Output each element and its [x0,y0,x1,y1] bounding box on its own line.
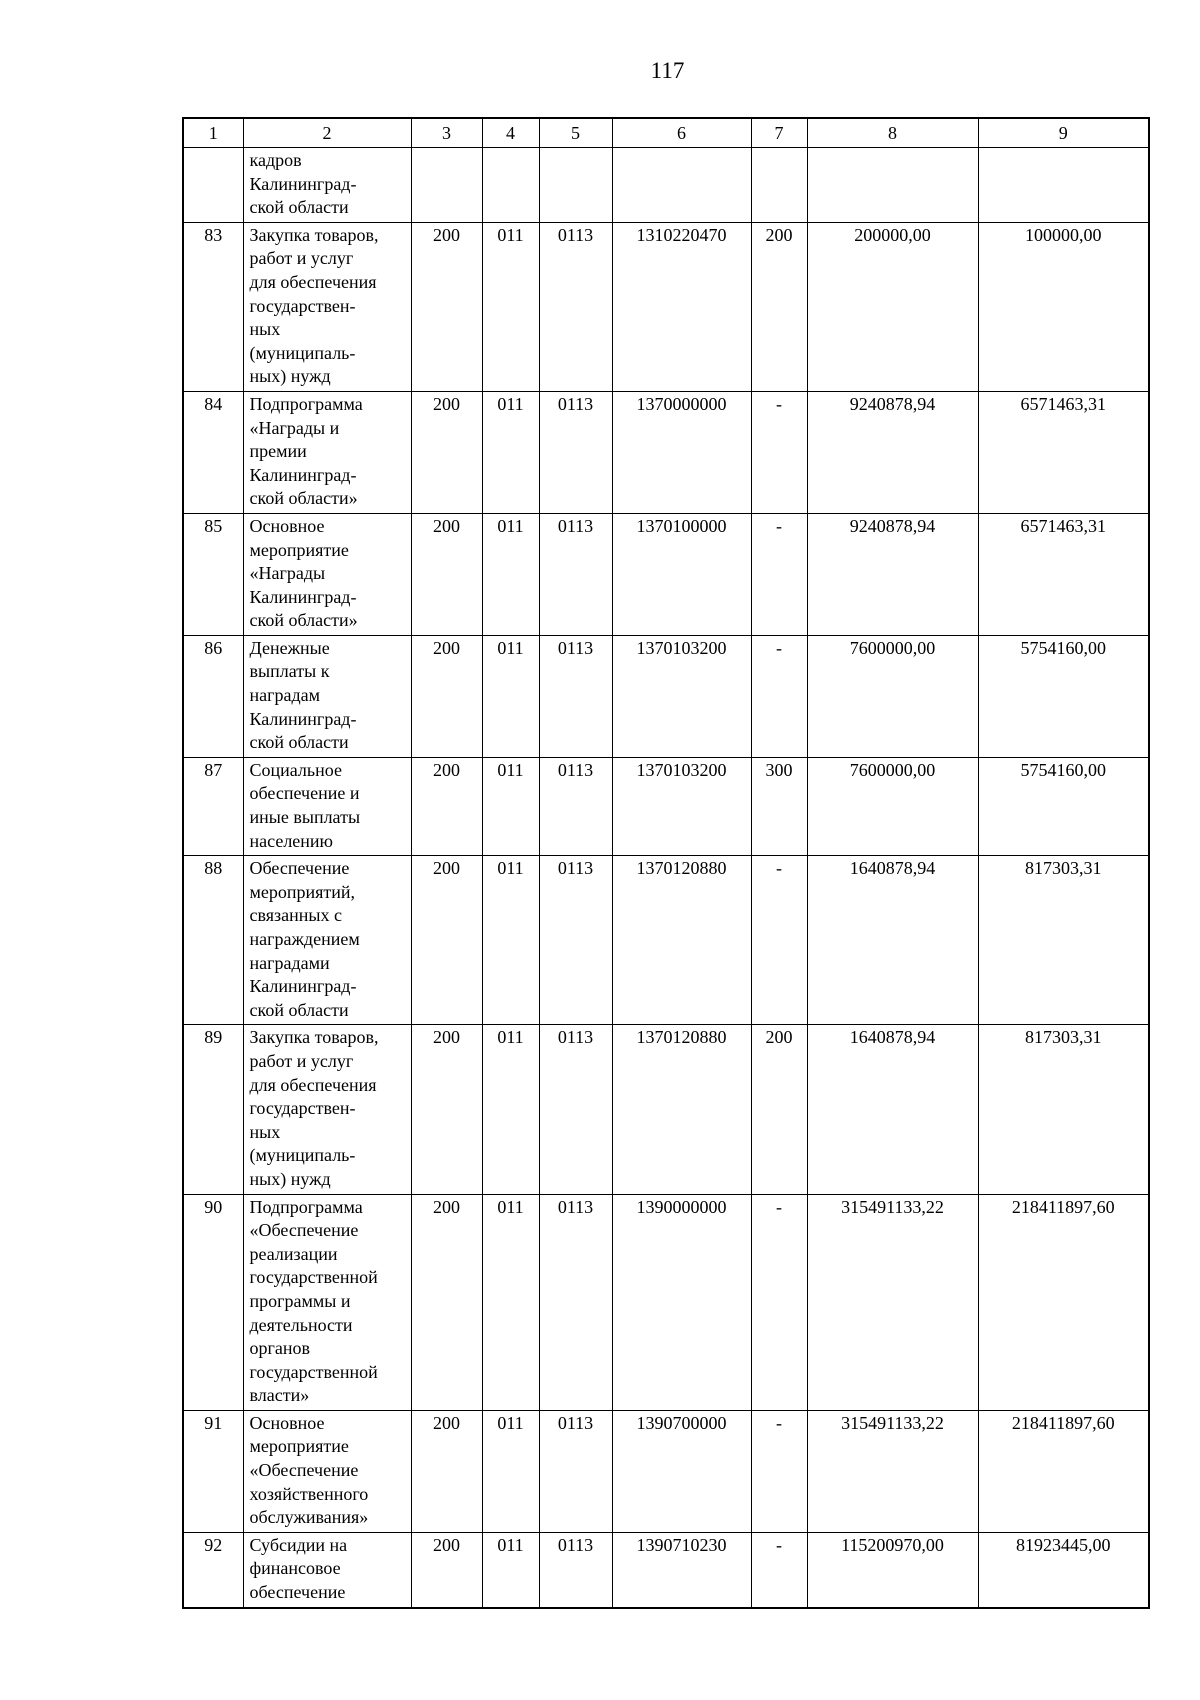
item-name-line: ных) нужд [249,366,331,387]
code-subsection-cell: 0113 [539,1194,612,1410]
table-row [183,856,1149,1025]
item-name-line: Подпрограмма [249,1196,363,1217]
table-row [183,222,1149,391]
code-expense-type-cell: - [751,856,807,1025]
amount-actual-cell: 218411897,60 [978,1194,1149,1410]
code-subsection-cell [539,148,612,223]
code-subsection-cell: 0113 [539,391,612,513]
code-subsection-cell: 0113 [539,513,612,635]
item-name-cell [243,148,411,223]
table-row [183,1025,1149,1194]
amount-actual-cell: 6571463,31 [978,513,1149,635]
item-name-line: обеспечение и [249,783,360,804]
code-ministry-cell: 200 [411,1410,482,1532]
amount-plan-cell: 7600000,00 [807,757,978,855]
code-subsection-cell: 0113 [539,1532,612,1607]
item-name-line: ных [249,1121,281,1142]
item-name-cell [243,513,411,635]
table-row [183,635,1149,757]
row-number-cell: 84 [183,391,243,513]
item-name-line: мероприятие [249,1436,349,1457]
item-name-line: хозяйственного [249,1483,369,1504]
item-name-line: Основное [249,515,325,536]
code-section-cell: 011 [482,757,539,855]
item-name-line: программы и [249,1290,351,1311]
item-name-line: Калининград- [249,173,357,194]
amount-plan-cell: 9240878,94 [807,391,978,513]
amount-plan-cell: 7600000,00 [807,635,978,757]
item-name-line: Основное [249,1412,325,1433]
item-name-line: для обеспечения [249,1074,377,1095]
code-expense-type-cell: - [751,391,807,513]
item-name-line: ской области» [249,610,358,631]
item-name-line: ской области [249,197,349,218]
item-name-line: ской области» [249,488,358,509]
item-name-line: выплаты к [249,661,330,682]
item-name-line: ской области [249,732,349,753]
item-name-line: «Награды и [249,417,340,438]
row-number-cell: 91 [183,1410,243,1532]
item-name-line: Калининград- [249,976,357,997]
table-row [183,1410,1149,1532]
code-expense-type-cell: - [751,513,807,635]
item-name-line: «Обеспечение [249,1220,359,1241]
item-name-line: государствен- [249,1098,356,1119]
row-number-cell: 83 [183,222,243,391]
amount-plan-cell: 315491133,22 [807,1194,978,1410]
column-header-6: 6 [612,118,751,148]
item-name-line: (муниципаль- [249,1145,356,1166]
code-ministry-cell: 200 [411,1532,482,1607]
code-target-cell: 1370103200 [612,757,751,855]
code-ministry-cell: 200 [411,222,482,391]
column-header-5: 5 [539,118,612,148]
code-expense-type-cell: - [751,1532,807,1607]
item-name-line: работ и услуг [249,248,354,269]
amount-actual-cell: 218411897,60 [978,1410,1149,1532]
item-name-line: иные выплаты [249,807,361,828]
code-ministry-cell [411,148,482,223]
item-name-cell [243,1532,411,1607]
code-expense-type-cell: 200 [751,1025,807,1194]
item-name-line: Денежные [249,637,330,658]
item-name-cell [243,1025,411,1194]
item-name-line: Закупка товаров, [249,1027,379,1048]
item-name-line: обслуживания» [249,1507,369,1528]
row-number-cell: 85 [183,513,243,635]
code-target-cell: 1370100000 [612,513,751,635]
code-subsection-cell: 0113 [539,1025,612,1194]
page-number: 117 [650,58,685,83]
code-section-cell: 011 [482,1194,539,1410]
code-ministry-cell: 200 [411,856,482,1025]
item-name-line: награждением [249,929,360,949]
item-name-line: Подпрограмма [249,393,363,414]
item-name-line: органов [249,1338,311,1359]
amount-actual-cell: 81923445,00 [978,1532,1149,1607]
code-subsection-cell: 0113 [539,757,612,855]
code-expense-type-cell [751,148,807,223]
code-expense-type-cell: - [751,1410,807,1532]
column-header-4: 4 [482,118,539,148]
item-name-line: ных [249,319,281,340]
item-name-cell [243,856,411,1025]
code-ministry-cell: 200 [411,513,482,635]
code-subsection-cell: 0113 [539,1410,612,1532]
item-name-line: государственной [249,1267,378,1288]
item-name-line: ных) нужд [249,1168,331,1189]
code-expense-type-cell: 200 [751,222,807,391]
amount-plan-cell: 9240878,94 [807,513,978,635]
item-name-line: деятельности [249,1314,353,1335]
code-section-cell: 011 [482,1532,539,1607]
code-section-cell: 011 [482,1410,539,1532]
item-name-line: Социальное [249,759,342,780]
item-name-line: мероприятие [249,539,349,560]
column-header-7: 7 [751,118,807,148]
item-name-line: «Обеспечение [249,1460,359,1481]
item-name-cell [243,1194,411,1410]
code-target-cell [612,148,751,223]
code-expense-type-cell: - [751,635,807,757]
code-subsection-cell: 0113 [539,856,612,1025]
item-name-line: работ и услуг [249,1050,354,1071]
code-target-cell: 1390000000 [612,1194,751,1410]
amount-actual-cell: 5754160,00 [978,635,1149,757]
table-body [183,148,1149,1608]
item-name-line: (муниципаль- [249,342,356,363]
item-name-line: связанных с [249,905,342,926]
code-subsection-cell: 0113 [539,635,612,757]
item-name-line: власти» [249,1385,310,1406]
item-name-line: обеспечение [249,1582,346,1603]
code-target-cell: 1390700000 [612,1410,751,1532]
item-name-line: государствен- [249,295,356,316]
code-section-cell: 011 [482,635,539,757]
row-number-cell [183,148,243,223]
code-expense-type-cell: - [751,1194,807,1410]
code-ministry-cell: 200 [411,757,482,855]
amount-plan-cell: 315491133,22 [807,1410,978,1532]
code-ministry-cell: 200 [411,635,482,757]
table-row [183,1194,1149,1410]
code-ministry-cell: 200 [411,391,482,513]
code-target-cell: 1370120880 [612,1025,751,1194]
table-row [183,513,1149,635]
column-header-8: 8 [807,118,978,148]
code-target-cell: 1390710230 [612,1532,751,1607]
table-row [183,148,1149,223]
code-section-cell: 011 [482,1025,539,1194]
row-number-cell: 86 [183,635,243,757]
table-row [183,1532,1149,1607]
code-ministry-cell: 200 [411,1025,482,1194]
item-name-cell [243,1410,411,1532]
row-number-cell: 90 [183,1194,243,1410]
amount-plan-cell: 115200970,00 [807,1532,978,1607]
row-number-cell: 88 [183,856,243,1025]
row-number-cell: 92 [183,1532,243,1607]
amount-actual-cell: 5754160,00 [978,757,1149,855]
amount-actual-cell: 6571463,31 [978,391,1149,513]
item-name-line: Субсидии на [249,1534,348,1555]
budget-table [182,117,1150,1609]
amount-actual-cell [978,148,1149,223]
item-name-line: государственной [249,1361,378,1382]
item-name-cell [243,391,411,513]
code-target-cell: 1370000000 [612,391,751,513]
item-name-line: финансовое [249,1558,341,1579]
table-row [183,391,1149,513]
amount-actual-cell: 817303,31 [978,856,1149,1025]
code-subsection-cell: 0113 [539,222,612,391]
row-number-cell: 87 [183,757,243,855]
amount-plan-cell: 1640878,94 [807,856,978,1025]
amount-plan-cell [807,148,978,223]
code-expense-type-cell: 300 [751,757,807,855]
code-section-cell: 011 [482,856,539,1025]
item-name-cell [243,222,411,391]
code-target-cell: 1310220470 [612,222,751,391]
code-ministry-cell: 200 [411,1194,482,1410]
item-name-cell [243,757,411,855]
amount-actual-cell: 817303,31 [978,1025,1149,1194]
item-name-line: Закупка товаров, [249,224,379,245]
code-section-cell: 011 [482,513,539,635]
item-name-line: реализации [249,1243,338,1264]
code-section-cell [482,148,539,223]
column-header-3: 3 [411,118,482,148]
amount-plan-cell: 1640878,94 [807,1025,978,1194]
column-header-9: 9 [978,118,1149,148]
code-section-cell: 011 [482,391,539,513]
amount-plan-cell: 200000,00 [807,222,978,391]
item-name-line: ской области [249,999,349,1020]
column-header-1: 1 [183,118,243,148]
item-name-line: населению [249,830,334,851]
code-target-cell: 1370103200 [612,635,751,757]
amount-actual-cell: 100000,00 [978,222,1149,391]
header-row [183,118,1149,148]
column-header-2: 2 [243,118,411,148]
item-name-line: Калининград- [249,586,357,607]
code-target-cell: 1370120880 [612,856,751,1025]
item-name-line: наградами [249,952,330,973]
item-name-line: кадров [249,150,302,170]
item-name-cell [243,635,411,757]
item-name-line: Калининград- [249,708,357,729]
item-name-line: премии [249,441,307,462]
row-number-cell: 89 [183,1025,243,1194]
item-name-line: Обеспечение [249,858,350,879]
code-section-cell: 011 [482,222,539,391]
item-name-line: для обеспечения [249,271,377,292]
item-name-line: наградам [249,685,321,706]
table-row [183,757,1149,855]
item-name-line: Калининград- [249,464,357,485]
item-name-line: мероприятий, [249,881,356,902]
item-name-line: «Награды [249,563,326,584]
